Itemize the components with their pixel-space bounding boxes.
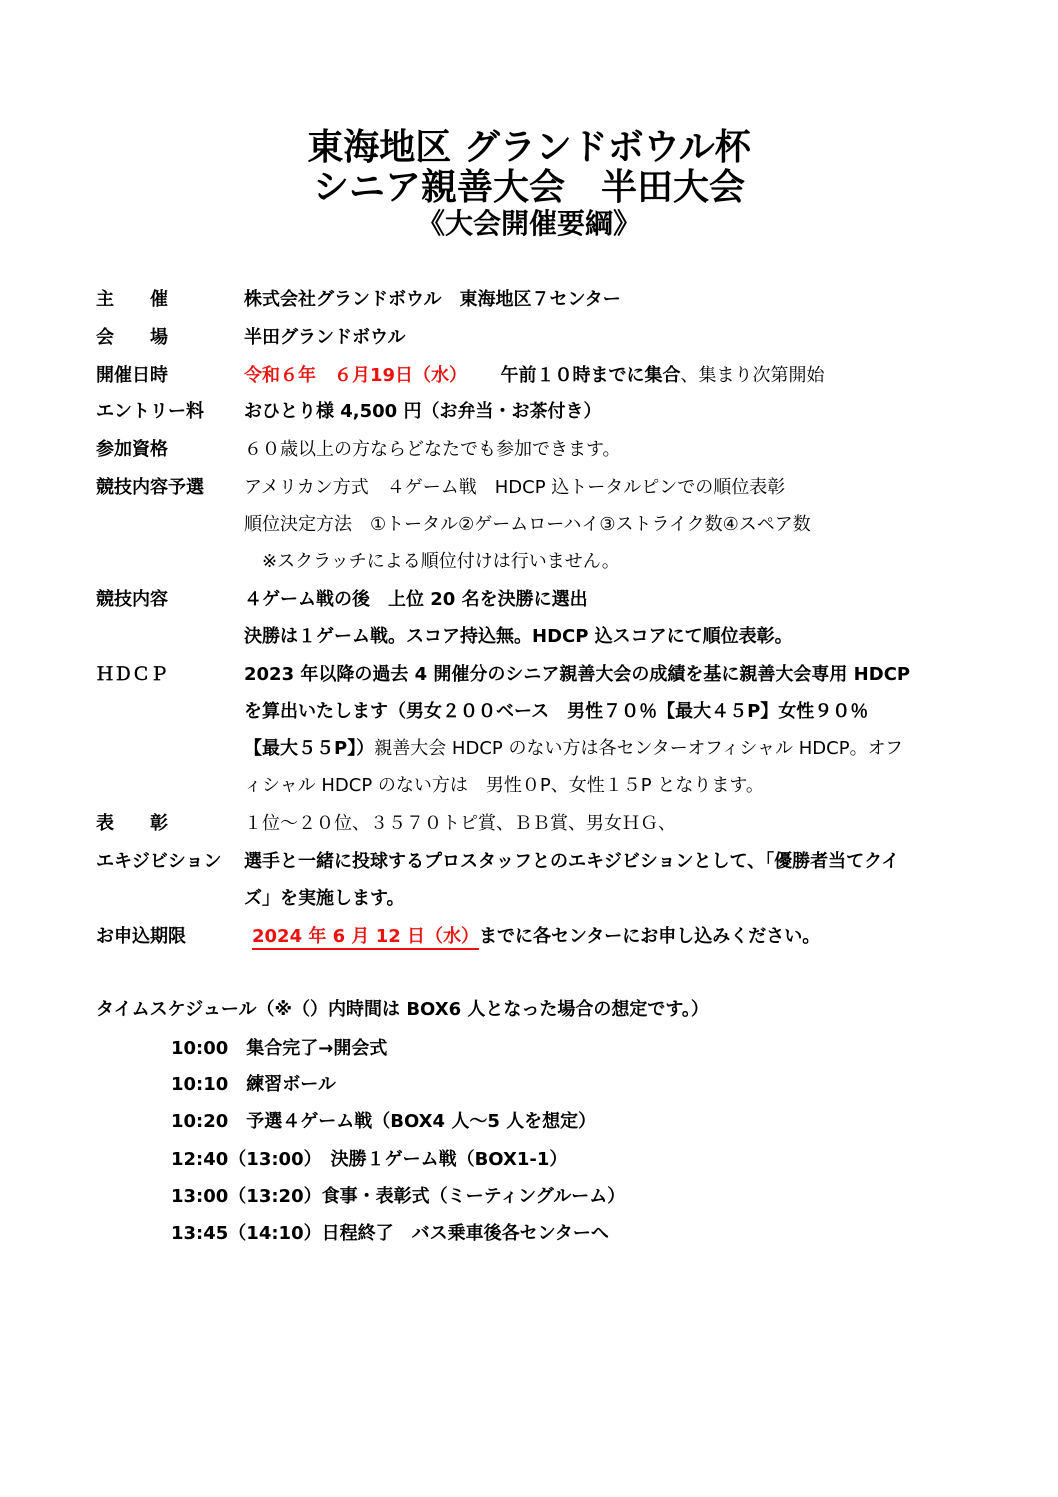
deadline-value: [252, 924, 820, 950]
title-line-1: 東海地区 グランドボウル杯: [307, 127, 751, 168]
hdcp-line-2: を算出いたします（男女２００ベース 男性７０％【最大４５P】女性９０％: [244, 701, 869, 722]
deadline-date: 2024 年 6 月 12 日（水）: [252, 926, 479, 950]
exhibition-line-1: 選手と一緒に投球するプロスタッフとのエキジビションとして、「優勝者当てクイ: [244, 851, 900, 872]
hdcp-line-3-rest: 親善大会 HDCP のない方は各センターオフィシャル HDCP。オフ: [374, 738, 904, 759]
organizer-label: 主 催: [96, 289, 168, 310]
hdcp-line-3: [244, 736, 903, 762]
schedule-heading: タイムスケジュール（※（）内時間は BOX6 人となった場合の想定です。）: [96, 999, 709, 1020]
awards-label: 表 彰: [96, 813, 168, 834]
date-value: [244, 363, 825, 389]
date-label: 開催日時: [96, 365, 168, 386]
prelim-label: 競技内容予選: [96, 477, 204, 498]
deadline-label: お申込期限: [96, 926, 186, 947]
start-note: 、集まり次第開始: [680, 365, 825, 386]
eligibility-value: ６０歳以上の方ならどなたでも参加できます。: [244, 439, 621, 460]
fee-value: おひとり様 4,500 円（お弁当・お茶付き）: [244, 401, 602, 422]
title-line-3: 《大会開催要綱》: [416, 207, 641, 240]
prelim-line-3: ※スクラッチによる順位付けは行いません。: [262, 551, 620, 572]
exhibition-label: エキジビション: [96, 851, 222, 872]
content-line-2: 決勝は１ゲーム戦。スコア持込無。HDCP 込スコアにて順位表彰。: [244, 626, 793, 647]
title-line-2: シニア親善大会 半田大会: [312, 167, 745, 208]
eligibility-label: 参加資格: [96, 439, 168, 460]
hdcp-label: ＨＤＣＰ: [96, 664, 168, 685]
exhibition-line-2: ズ」を実施します。: [244, 888, 405, 909]
date-text: 令和６年 ６月19日（水）: [244, 365, 468, 386]
organizer-value: 株式会社グランドボウル 東海地区７センター: [244, 289, 621, 310]
awards-value: １位～２０位、３５７０トピ賞、ＢＢ賞、男女ＨＧ、: [244, 813, 676, 834]
schedule-row: 10:20 予選４ゲーム戦（BOX4 人～5 人を想定）: [171, 1111, 597, 1132]
fee-label: エントリー料: [96, 401, 204, 422]
hdcp-line-1: 2023 年以降の過去 4 開催分のシニア親善大会の成績を基に親善大会専用 HDCP: [244, 664, 911, 685]
venue-label: 会 場: [96, 327, 168, 348]
schedule-row: 13:45（14:10）日程終了 バス乗車後各センターへ: [171, 1223, 609, 1244]
deadline-rest: までに各センターにお申し込みください。: [479, 926, 821, 947]
hdcp-line-3-bold: 【最大５５P】）: [244, 738, 375, 759]
prelim-line-1: アメリカン方式 ４ゲーム戦 HDCP 込トータルピンでの順位表彰: [244, 477, 786, 498]
venue-value: 半田グランドボウル: [244, 327, 406, 348]
content-label: 競技内容: [96, 589, 168, 610]
schedule-row: 12:40（13:00） 決勝１ゲーム戦（BOX1-1）: [171, 1149, 568, 1170]
content-line-1: ４ゲーム戦の後 上位 20 名を決勝に選出: [244, 589, 588, 610]
schedule-row: 10:00 集合完了→開会式: [171, 1038, 388, 1059]
prelim-line-2: 順位決定方法 ①トータル②ゲームローハイ③ストライク数④スペア数: [244, 514, 811, 535]
schedule-row: 13:00（13:20）食事・表彰式（ミーティングルーム）: [171, 1186, 626, 1207]
schedule-row: 10:10 練習ボール: [171, 1074, 336, 1095]
assembly-time: 午前１０時までに集合: [500, 365, 681, 386]
hdcp-line-4: ィシャル HDCP のない方は 男性０P、女性１５P となります。: [244, 775, 764, 796]
